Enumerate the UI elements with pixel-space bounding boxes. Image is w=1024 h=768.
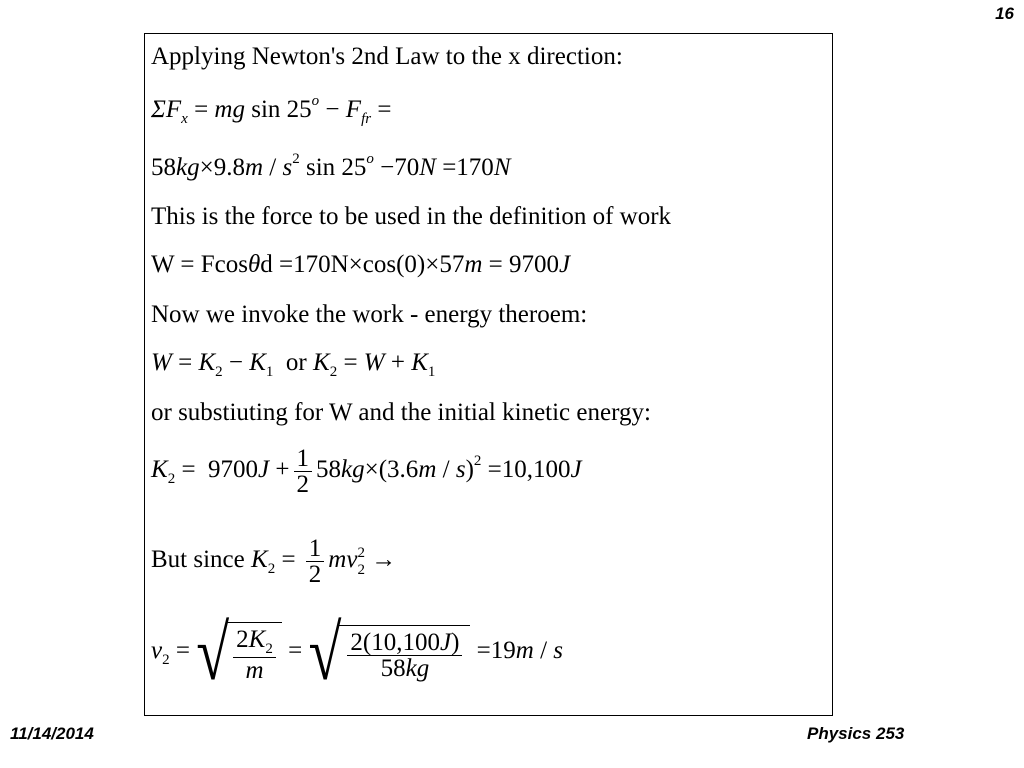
- equation-net-force-value: $58kg\times 9.8m / s^2$ $\sin 25^o -70N =170N$: [151, 151, 511, 181]
- slide-number: 16: [995, 4, 1014, 23]
- fraction-one-half-ke: $\frac{1}{2}$: [306, 536, 325, 587]
- fraction-one-half: $\frac{1}{2}$: [294, 446, 313, 497]
- equation-kinetic-energy-definition: But since $K_2$ = $\frac{1}{2}$ mv 2 2 →: [151, 535, 397, 588]
- line-force-definition: This is the force to be used in the definition of work: [151, 203, 672, 230]
- equation-sum-forces: $\Sigma F_x$ = mg $\sin 25^o - F_{fr}$ =: [151, 93, 392, 127]
- equation-final-kinetic-energy: $K_2 = 9700J$ + $\frac{1}{2}$ 58kg×(3.6m / s)$^2$ =10,100J: [151, 445, 582, 498]
- equation-final-velocity: $v_2$ = √ $\frac{2K_2}{m}$ = √ $\frac{2(10,100J)}{58kg}$ =19m / s: [151, 609, 564, 696]
- equation-work: W = Fcosθd =170N×cos(0)×57m = 9700J: [151, 251, 571, 278]
- footer-course: Physics 253: [807, 724, 905, 743]
- footer-date: 11/14/2014: [10, 724, 94, 743]
- sqrt-2k-over-m: √ $\frac{2K_2}{m}$: [196, 622, 282, 683]
- content-box: [144, 33, 833, 716]
- equation-work-energy: $W = K_2 - K_1$ or $K_2 = W + K_1$: [151, 349, 436, 380]
- sqrt-numeric: √ $\frac{2(10,100J)}{58kg}$: [308, 623, 470, 683]
- line-newton-intro: Applying Newton's 2nd Law to the x direction:: [151, 43, 623, 70]
- line-work-energy-theorem: Now we invoke the work - energy theroem:: [151, 301, 588, 328]
- line-substituting: or substiuting for W and the initial kinetic energy:: [151, 399, 651, 426]
